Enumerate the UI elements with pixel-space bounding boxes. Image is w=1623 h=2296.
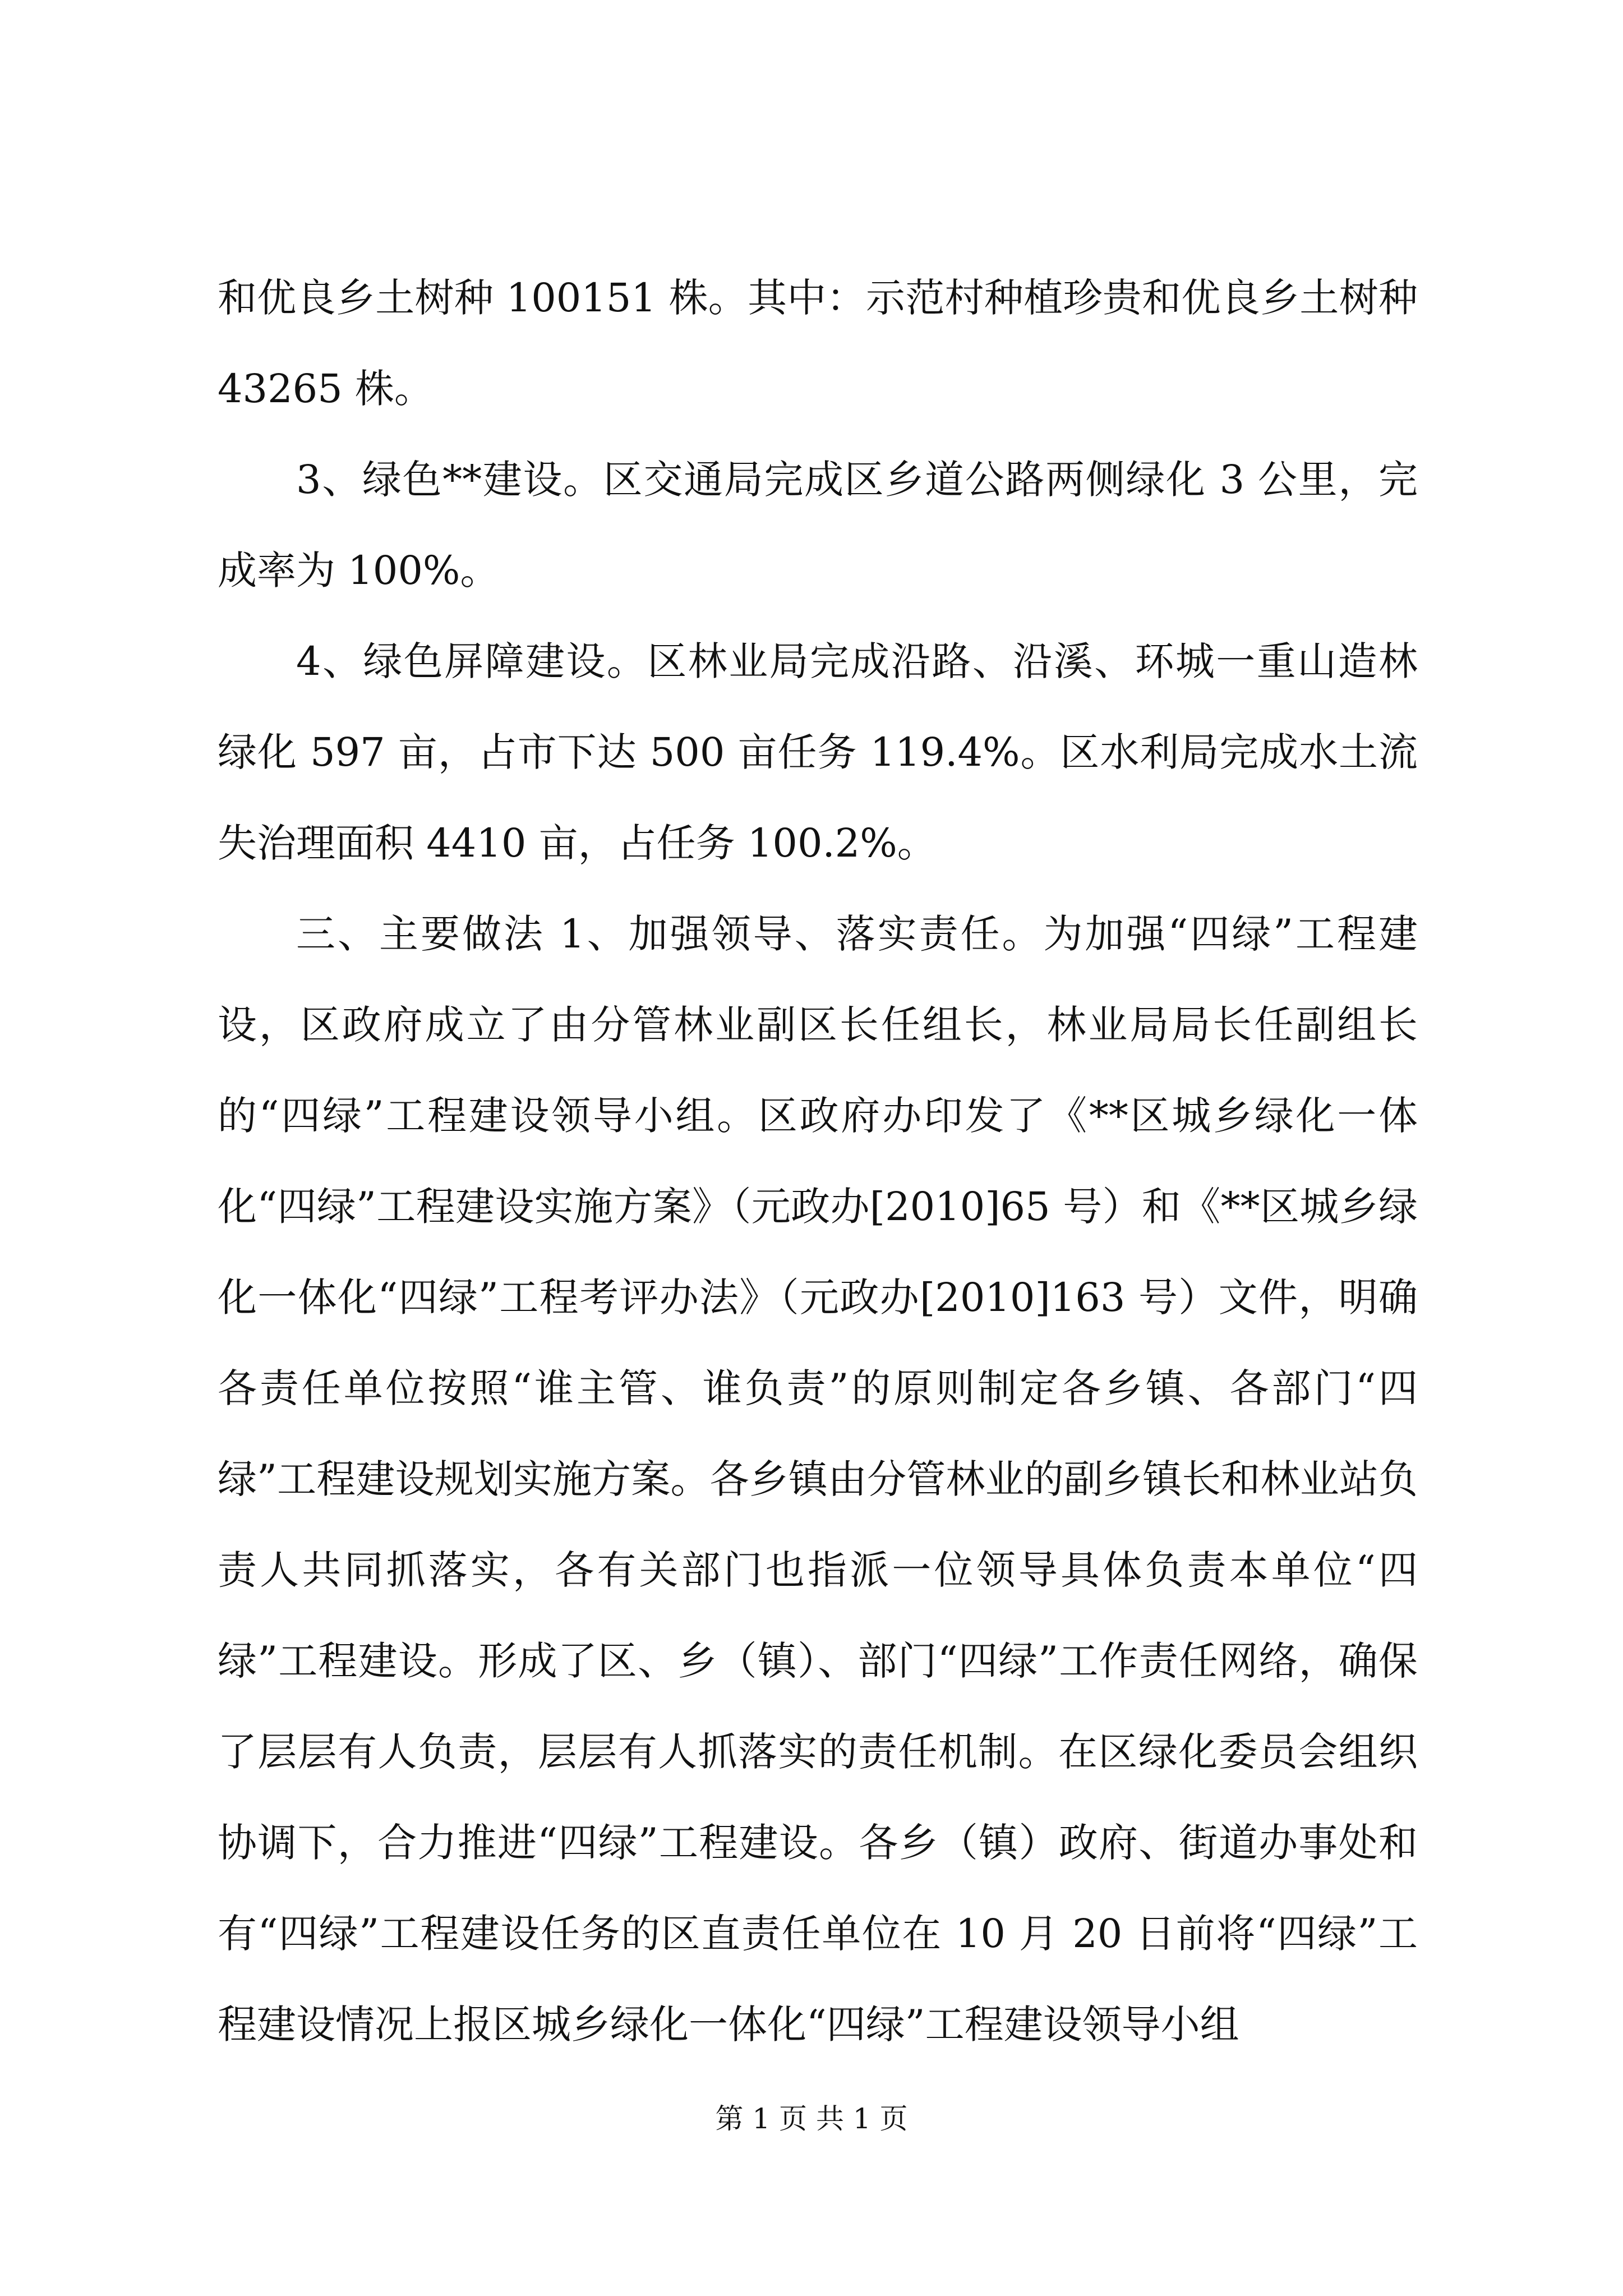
- page-footer: 第 1 页 共 1 页: [715, 2102, 908, 2135]
- document-body: [218, 252, 1418, 2070]
- paragraph-2: 3、绿色**建设。区交通局完成区乡道公路两侧绿化 3 公里，完成率为 100%。: [218, 457, 1418, 593]
- paragraph-3: 4、绿色屏障建设。区林业局完成沿路、沿溪、环城一重山造林绿化 597 亩，占市下达 500 亩任务 119.4%。区水利局完成水土流失治理面积 4410 亩，占任务 100.2%。: [218, 638, 1418, 866]
- paragraph-4: 三、主要做法 1、加强领导、落实责任。为加强“四绿”工程建设，区政府成立了由分管林业副区长任组长，林业局局长任副组长的“四绿”工程建设领导小组。区政府办印发了《**区城乡绿化一体化“四绿”工程建设实施方案》（元政办[2010]65 号）和《**区城乡绿化一体化“四绿”工程考评办法》（元政办[2010]163 号）文件，明确各责任单位按照“谁主管、谁负责”的原则制定各乡镇、各部门“四绿”工程建设规划实施方案。各乡镇由分管林业的副乡镇长和林业站负责人共同抓落实，各有关部门也指派一位领导具体负责本单位“四绿”工程建设。形成了区、乡（镇）、部门“四绿”工作责任网络，确保了层层有人负责，层层有人抓落实的责任机制。在区绿化委员会组织协调下，合力推进“四绿”工程建设。各乡（镇）政府、街道办事处和有“四绿”工程建设任务的区直责任单位在 10 月 20 日前将“四绿”工程建设情况上报区城乡绿化一体化“四绿”工程建设领导小组: [218, 911, 1418, 2047]
- paragraph-1: 和优良乡土树种 100151 株。其中：示范村种植珍贵和优良乡土树种 43265 株。: [218, 275, 1418, 412]
